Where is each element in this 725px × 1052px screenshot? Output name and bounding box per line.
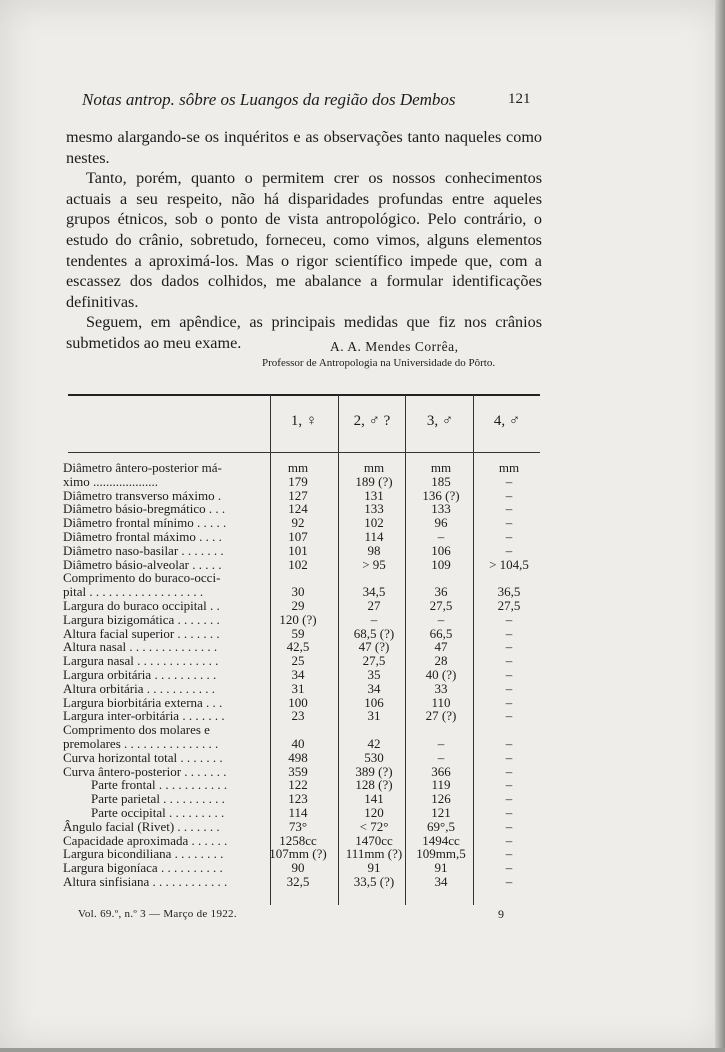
cell-skull-3: 34 — [434, 873, 448, 889]
row-label: Largura nasal . . . . . . . . . . . . . — [63, 653, 219, 669]
cell-skull-4: – — [505, 501, 513, 517]
cell-skull-3: 109mm,5 — [416, 846, 466, 862]
table-row — [63, 461, 543, 475]
cell-skull-3: 27 (?) — [425, 708, 457, 724]
table-row — [63, 792, 543, 806]
cell-skull-3: mm — [430, 460, 452, 475]
paragraph: mesmo alargando-se os inquéritos e as observações tanto naqueles como nestes. — [66, 128, 542, 167]
cell-skull-1: 30 — [291, 584, 305, 600]
cell-skull-1: 90 — [291, 860, 305, 876]
cell-skull-1: 42,5 — [286, 639, 310, 655]
cell-skull-2: 34 — [367, 680, 381, 696]
cell-skull-2: 106 — [364, 694, 384, 710]
column-header-4: 4, ♂ — [493, 413, 521, 429]
cell-skull-1: 73° — [288, 818, 308, 834]
cell-skull-2: 27 — [367, 597, 381, 613]
table-row — [63, 599, 543, 613]
table-header-rule — [68, 452, 540, 453]
row-label: Curva horizontal total . . . . . . . — [63, 749, 223, 765]
table-row — [63, 861, 543, 875]
table-row — [63, 544, 543, 558]
table-row — [63, 627, 543, 641]
cell-skull-4: – — [505, 515, 513, 531]
row-label: Parte parietal . . . . . . . . . . — [91, 791, 225, 807]
cell-skull-1: 101 — [288, 542, 308, 558]
cell-skull-4: – — [505, 873, 513, 889]
cell-skull-3: 366 — [431, 763, 451, 779]
row-label: Largura orbitária . . . . . . . . . . — [63, 666, 217, 682]
table-row — [63, 751, 543, 765]
cell-skull-1: 40 — [291, 735, 305, 751]
cell-skull-3: 136 (?) — [422, 487, 460, 503]
cell-skull-3: 36 — [434, 584, 448, 600]
page-number: 121 — [508, 91, 531, 107]
cell-skull-3: 28 — [434, 653, 448, 669]
row-label: Curva ântero-posterior . . . . . . . — [63, 763, 227, 779]
cell-skull-3: 185 — [431, 473, 451, 489]
cell-skull-3: 40 (?) — [425, 666, 457, 682]
page-bottom-edge — [0, 1048, 725, 1052]
cell-skull-1: 102 — [288, 556, 308, 572]
cell-skull-1: 107 — [288, 528, 308, 544]
table-row — [63, 737, 543, 751]
table-row — [63, 571, 543, 585]
table-row — [63, 875, 543, 889]
table-row — [63, 475, 543, 489]
cell-skull-1: 23 — [291, 708, 305, 724]
author-name: A. A. Mendes Corrêa, — [330, 339, 459, 354]
cell-skull-2: 131 — [364, 487, 384, 503]
table-row — [63, 834, 543, 848]
author-title: Professor de Antropologia na Universidade do Pôrto. — [262, 357, 496, 369]
paragraph: Tanto, porém, quanto o permitem crer os nossos conhecimentos actuais a seu respeito, não há disparidades profundas entre aqueles grupos étnicos, sob o ponto de vista antropológico. Pelo contrário, o estudo do crânio, sobretudo, forneceu, como vimos, alguns elementos tendentes a aproximá-los. Mas o rigor scientífico impede que, com a escassez dos dados colhidos, me abalance a formular identificações definitivas. — [66, 169, 542, 311]
table-row — [63, 613, 543, 627]
cell-skull-2: 98 — [367, 542, 381, 558]
cell-skull-1: 114 — [288, 804, 308, 820]
row-label: Ângulo facial (Rivet) . . . . . . . — [63, 818, 220, 834]
row-label: Comprimento do buraco-occi- — [63, 570, 221, 586]
cell-skull-2: – — [370, 611, 378, 627]
cell-skull-2: 114 — [364, 528, 384, 544]
cell-skull-2: 141 — [364, 791, 384, 807]
cell-skull-1: 359 — [288, 763, 308, 779]
row-label: Largura bicondiliana . . . . . . . . — [63, 846, 224, 862]
cell-skull-1: 59 — [291, 625, 305, 641]
cell-skull-2: 1470cc — [355, 832, 393, 848]
cell-skull-2: 189 (?) — [355, 473, 393, 489]
cell-skull-1: 123 — [288, 791, 308, 807]
cell-skull-1: 31 — [291, 680, 305, 696]
row-label: Comprimento dos molares e — [63, 722, 210, 738]
cell-skull-1: 124 — [288, 501, 308, 517]
cell-skull-3: 66,5 — [429, 625, 453, 641]
cell-skull-4: > 104,5 — [489, 556, 529, 572]
table-row — [63, 516, 543, 530]
row-label: Altura sinfisiana . . . . . . . . . . . . — [63, 873, 228, 889]
column-header-3: 3, ♂ — [426, 413, 454, 429]
row-label: Diâmetro transverso máximo . — [63, 487, 222, 503]
row-label: Largura bizigomática . . . . . . . — [63, 611, 220, 627]
cell-skull-4: – — [505, 763, 513, 779]
cell-skull-3: 47 — [434, 639, 448, 655]
cell-skull-2: 111mm (?) — [345, 846, 403, 862]
cell-skull-2: 133 — [364, 501, 384, 517]
cell-skull-1: 32,5 — [286, 873, 310, 889]
cell-skull-1: 127 — [288, 487, 308, 503]
cell-skull-2: mm — [363, 460, 385, 475]
cell-skull-4: – — [505, 708, 513, 724]
cell-skull-3: 27,5 — [429, 597, 453, 613]
table-row — [63, 847, 543, 861]
cell-skull-1: 25 — [291, 653, 305, 669]
cell-skull-4: – — [505, 777, 513, 793]
cell-skull-2: 530 — [364, 749, 384, 765]
row-label: Altura facial superior . . . . . . . — [63, 625, 220, 641]
row-label: Parte occipital . . . . . . . . . — [91, 804, 225, 820]
cell-skull-3: – — [437, 749, 445, 765]
cell-skull-2: 47 (?) — [358, 639, 390, 655]
table-row — [63, 668, 543, 682]
cell-skull-4: – — [505, 818, 513, 834]
cell-skull-2: 120 — [364, 804, 384, 820]
cell-skull-4: – — [505, 528, 513, 544]
cell-skull-4: – — [505, 832, 513, 848]
cell-skull-4: – — [505, 473, 513, 489]
cell-skull-4: – — [505, 542, 513, 558]
cell-skull-3: 121 — [431, 804, 451, 820]
cell-skull-3: 126 — [431, 791, 451, 807]
cell-skull-4: – — [505, 694, 513, 710]
cell-skull-1: 1258cc — [279, 832, 317, 848]
row-label: pital . . . . . . . . . . . . . . . . . . — [63, 584, 204, 600]
cell-skull-1: mm — [287, 460, 309, 475]
cell-skull-1: 29 — [291, 597, 305, 613]
cell-skull-1: 107mm (?) — [269, 846, 327, 862]
cell-skull-3: 133 — [431, 501, 451, 517]
cell-skull-4: – — [505, 791, 513, 807]
cell-skull-3: 69°,5 — [427, 818, 455, 834]
column-header-1: 1, ♀ — [290, 413, 318, 429]
cell-skull-4: – — [505, 611, 513, 627]
cell-skull-1: 34 — [291, 666, 305, 682]
table-row — [63, 806, 543, 820]
row-label: Diâmetro naso-basilar . . . . . . . — [63, 542, 224, 558]
paragraph: Seguem, em apêndice, as principais medidas que fiz nos crânios submetidos ao meu exame. — [66, 313, 542, 352]
cell-skull-2: 128 (?) — [355, 777, 393, 793]
cell-skull-4: – — [505, 804, 513, 820]
cell-skull-4: – — [505, 680, 513, 696]
cell-skull-1: 92 — [291, 515, 305, 531]
cell-skull-4: – — [505, 653, 513, 669]
footer-volume: Vol. 69.º, n.º 3 — Março de 1922. — [78, 908, 237, 920]
row-label: ximo .................... — [63, 473, 158, 489]
table-top-rule — [68, 394, 540, 396]
cell-skull-4: – — [505, 749, 513, 765]
cell-skull-1: 179 — [288, 473, 308, 489]
cell-skull-2: > 95 — [362, 556, 386, 572]
cell-skull-4: – — [505, 860, 513, 876]
table-row — [63, 765, 543, 779]
row-label: Capacidade aproximada . . . . . . — [63, 832, 228, 848]
cell-skull-3: – — [437, 735, 445, 751]
row-label: Diâmetro ântero-posterior má- — [63, 460, 222, 475]
cell-skull-4: 36,5 — [497, 584, 521, 600]
cell-skull-3: 109 — [431, 556, 451, 572]
cell-skull-4: – — [505, 735, 513, 751]
row-label: Altura nasal . . . . . . . . . . . . . . — [63, 639, 218, 655]
cell-skull-2: 102 — [364, 515, 384, 531]
row-label: Diâmetro frontal mínimo . . . . . — [63, 515, 227, 531]
cell-skull-4: – — [505, 666, 513, 682]
cell-skull-2: 31 — [367, 708, 381, 724]
table-row — [63, 820, 543, 834]
cell-skull-1: 122 — [288, 777, 308, 793]
cell-skull-2: 91 — [367, 860, 381, 876]
cell-skull-2: 42 — [367, 735, 381, 751]
cell-skull-3: 91 — [434, 860, 448, 876]
body-text — [66, 127, 542, 354]
cell-skull-3: 110 — [431, 694, 451, 710]
cell-skull-3: 33 — [434, 680, 448, 696]
cell-skull-1: 498 — [288, 749, 308, 765]
table-row — [63, 682, 543, 696]
running-header: Notas antrop. sôbre os Luangos da região dos Dembos — [82, 90, 456, 109]
cell-skull-2: < 72° — [359, 818, 389, 834]
cell-skull-4: – — [505, 846, 513, 862]
table-row — [63, 640, 543, 654]
row-label: Parte frontal . . . . . . . . . . . — [91, 777, 228, 793]
table-row — [63, 558, 543, 572]
cell-skull-4: 27,5 — [497, 597, 521, 613]
cell-skull-3: 119 — [431, 777, 451, 793]
column-header-2: 2, ♂ ? — [353, 413, 391, 429]
row-label: Largura do buraco occipital . . — [63, 597, 220, 613]
row-label: Largura inter-orbitária . . . . . . . — [63, 708, 225, 724]
row-label: Largura biorbitária externa . . . — [63, 694, 223, 710]
cell-skull-4: – — [505, 625, 513, 641]
cell-skull-3: – — [437, 611, 445, 627]
table-row — [63, 530, 543, 544]
cell-skull-4: – — [505, 487, 513, 503]
cell-skull-2: 34,5 — [362, 584, 386, 600]
row-label: premolares . . . . . . . . . . . . . . . — [63, 735, 219, 751]
cell-skull-3: 106 — [431, 542, 451, 558]
cell-skull-1: 100 — [288, 694, 308, 710]
table-row — [63, 723, 543, 737]
table-row — [63, 502, 543, 516]
cell-skull-3: 1494cc — [422, 832, 460, 848]
cell-skull-2: 68,5 (?) — [353, 625, 395, 641]
table-row — [63, 696, 543, 710]
table-row — [63, 778, 543, 792]
table-row — [63, 489, 543, 503]
cell-skull-3: 96 — [434, 515, 448, 531]
cell-skull-2: 33,5 (?) — [353, 873, 395, 889]
row-label: Altura orbitária . . . . . . . . . . . — [63, 680, 215, 696]
table-row — [63, 654, 543, 668]
cell-skull-2: 27,5 — [362, 653, 386, 669]
cell-skull-3: – — [437, 528, 445, 544]
measurements-table — [63, 461, 543, 889]
row-label: Largura bigoníaca . . . . . . . . . . — [63, 860, 223, 876]
cell-skull-2: 389 (?) — [355, 763, 393, 779]
row-label: Diâmetro básio-alveolar . . . . . — [63, 556, 222, 572]
cell-skull-2: 35 — [367, 666, 381, 682]
row-label: Diâmetro básio-bregmático . . . — [63, 501, 226, 517]
page-edge-shadow — [715, 0, 725, 1052]
signature-mark: 9 — [498, 907, 504, 921]
cell-skull-4: mm — [498, 460, 520, 475]
table-row — [63, 709, 543, 723]
cell-skull-1: 120 (?) — [279, 611, 317, 627]
table-row — [63, 585, 543, 599]
cell-skull-4: – — [505, 639, 513, 655]
row-label: Diâmetro frontal máximo . . . . — [63, 528, 222, 544]
